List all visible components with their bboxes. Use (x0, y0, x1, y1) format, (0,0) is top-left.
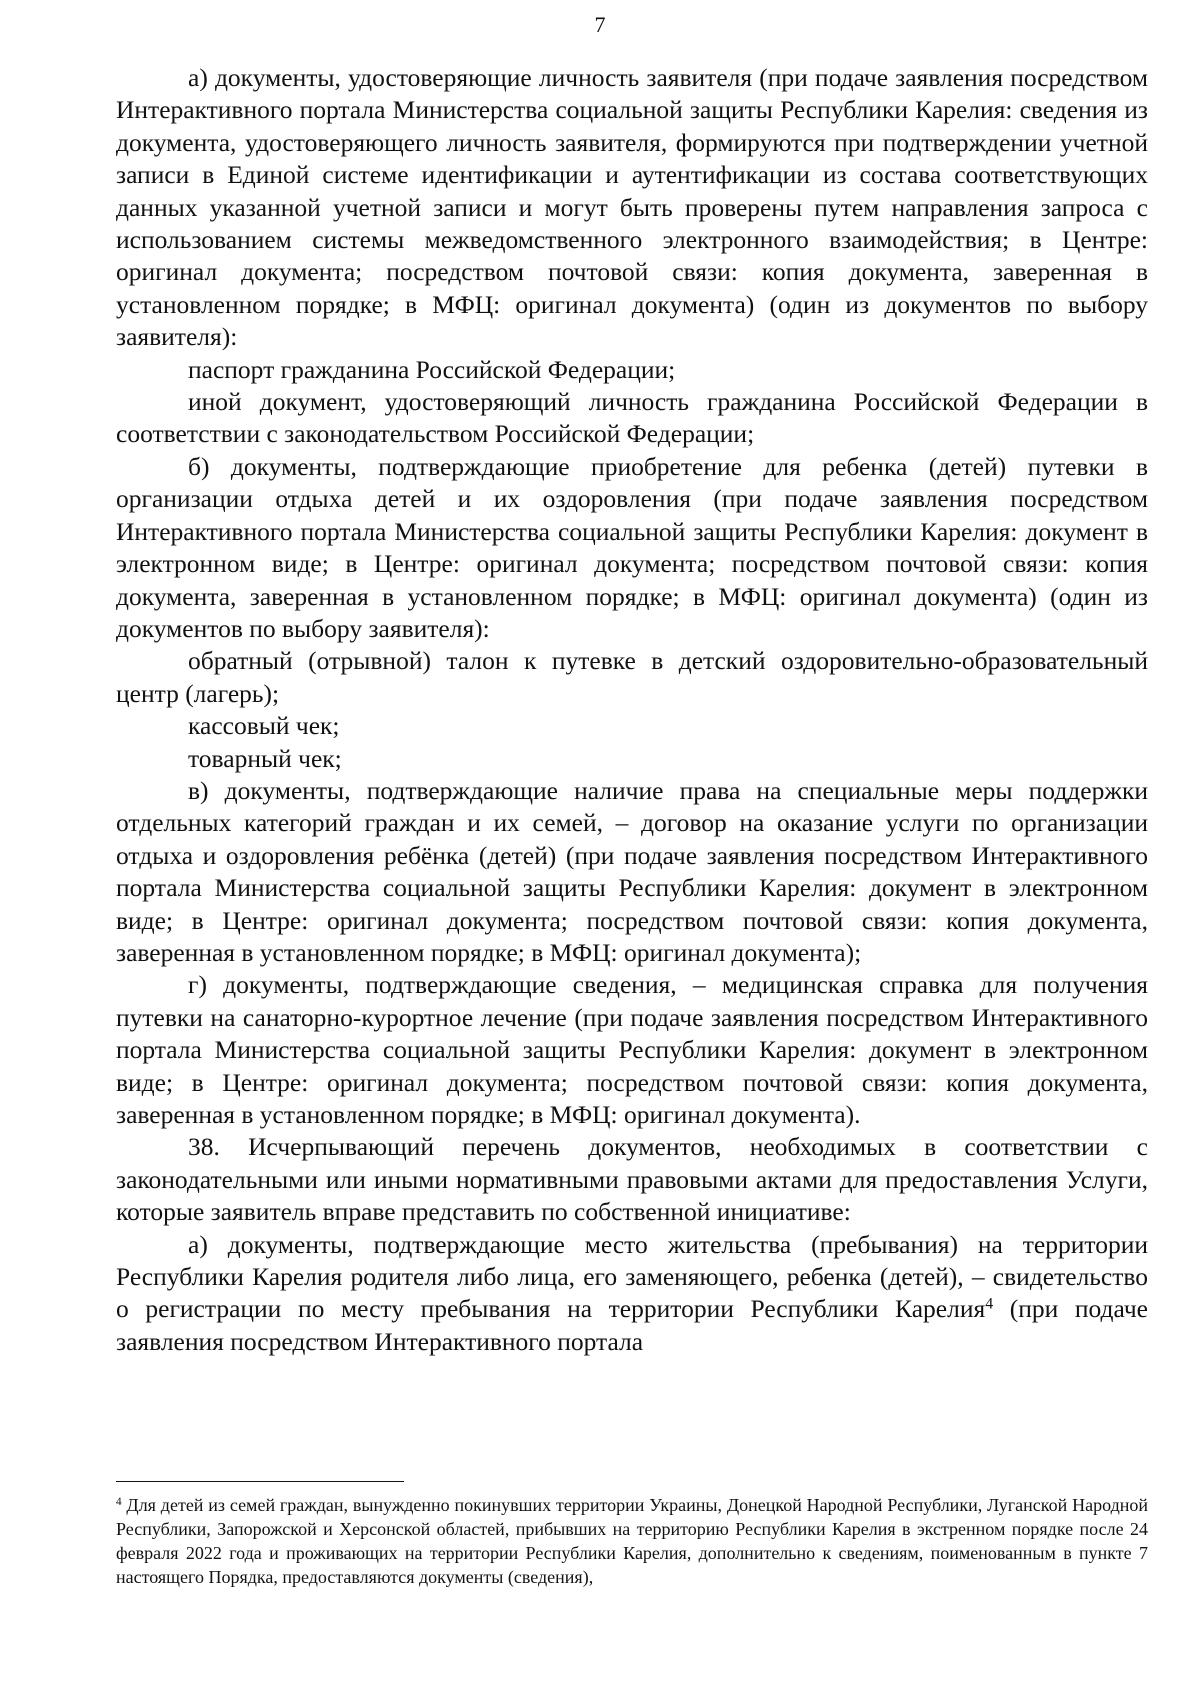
residence-text-continued: (при подаче заявления посредством Интерактивного портала (116, 1294, 1148, 1356)
document-body (116, 62, 1148, 1358)
paragraph-item-a-residence-documents (116, 1229, 1148, 1359)
paragraph-return-coupon: обратный (отрывной) талон к путевке в детский оздоровительно-образовательный центр (лагерь); (116, 646, 1148, 708)
paragraph-sales-receipt: товарный чек; (188, 743, 342, 773)
footnote-reference[interactable]: 4 (985, 1295, 994, 1313)
page-number: 7 (594, 12, 606, 37)
paragraph-item-b-voucher-documents: б) документы, подтверждающие приобретение для ребенка (детей) путевки в организации отдыха детей и их оздоровления (при подаче заявления посредством Интерактивного портала Министерства социальной защиты Республики Карелия: документ в электронном виде; в Центре: оригинал документа; посредством почтовой связи: копия документа, заверенная в установленном порядке; в МФЦ: оригинал документа) (один из документов по выбору заявителя): (116, 451, 1148, 643)
paragraph-other-identity-document: иной документ, удостоверяющий личность гражданина Российской Федерации в соответствии с законодательством Российской Федерации; (116, 387, 1148, 449)
footnote (116, 1493, 1148, 1589)
paragraph-38-documents-list: 38. Исчерпывающий перечень документов, необходимых в соответствии с законодательными или иными нормативными правовыми актами для предоставления Услуги, которые заявитель вправе представить по собственной инициативе: (116, 1132, 1148, 1227)
footnote-text: Для детей из семей граждан, вынужденно покинувших территории Украины, Донецкой Народной Республики, Луганской Народной Республики, Запорожской и Херсонской областей, прибывших на территорию Республики Карелия в экстренном порядке после 24 февраля 2022 года и проживающих на территории Республики Карелия, дополнительно к сведениям, поименованным в пункте 7 настоящего Порядка, предоставляются документы (сведения), (116, 1495, 1148, 1587)
paragraph-cash-receipt: кассовый чек; (188, 711, 340, 741)
footnote-separator (116, 1481, 404, 1482)
residence-text: а) документы, подтверждающие место жительства (пребывания) на территории Республики Карелия родителя либо лица, его заменяющего, ребенка (детей), – свидетельство о регистрации по месту пребывания на территории Республики Карелия (116, 1229, 1148, 1324)
paragraph-passport: паспорт гражданина Российской Федерации; (188, 354, 676, 384)
paragraph-item-a-identity-documents: а) документы, удостоверяющие личность заявителя (при подаче заявления посредством Интерактивного портала Министерства социальной защиты Республики Карелия: сведения из документа, удостоверяющего личность заявителя, формируются при подтверждении учетной записи в Единой системе идентификации и аутентификации из состава соответствующих данных указанной учетной записи и могут быть проверены путем направления запроса с использованием системы межведомственного электронного взаимодействия; в Центре: оригинал документа; посредством почтовой связи: копия документа, заверенная в установленном порядке; в МФЦ: оригинал документа) (один из документов по выбору заявителя): (116, 63, 1148, 352)
footnote-mark: 4 (116, 1495, 122, 1508)
paragraph-item-v-support-measures: в) документы, подтверждающие наличие права на специальные меры поддержки отдельных категорий граждан и их семей, – договор на оказание услуги по организации отдыха и оздоровления ребёнка (детей) (при подаче заявления посредством Интерактивного портала Министерства социальной защиты Республики Карелия: документ в электронном виде; в Центре: оригинал документа; посредством почтовой связи: копия документа, заверенная в установленном порядке; в МФЦ: оригинал документа); (116, 775, 1148, 967)
paragraph-item-g-medical-certificate: г) документы, подтверждающие сведения, – медицинская справка для получения путевки на санаторно-курортное лечение (при подаче заявления посредством Интерактивного портала Министерства социальной защиты Республики Карелия: документ в электронном виде; в Центре: оригинал документа; посредством почтовой связи: копия документа, заверенная в установленном порядке; в МФЦ: оригинал документа). (116, 970, 1148, 1129)
